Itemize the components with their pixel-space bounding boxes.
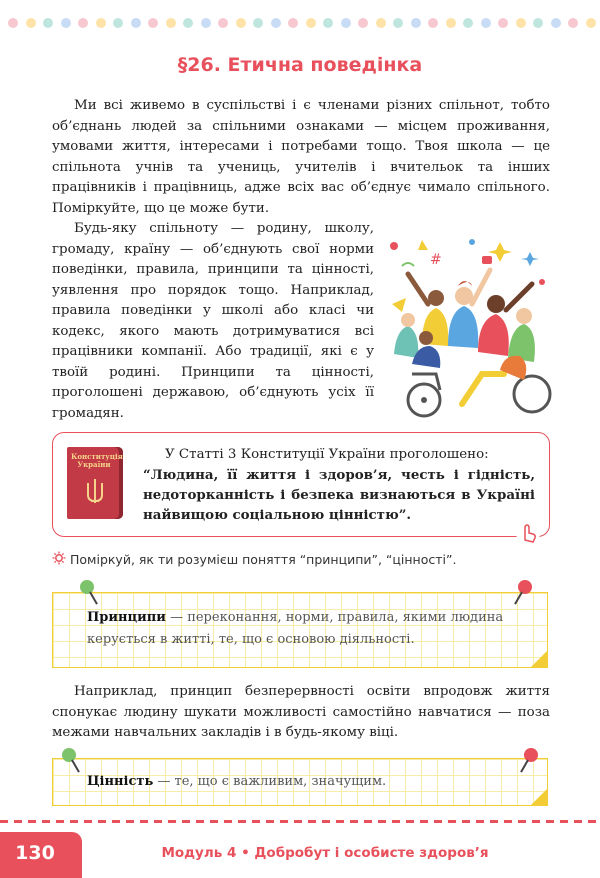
diverse-crowd-illustration — [382, 234, 560, 420]
decorative-dot — [253, 18, 263, 28]
decorative-dot — [183, 18, 193, 28]
decorative-dot — [446, 18, 456, 28]
decorative-dot — [516, 18, 526, 28]
constitution-book-icon — [67, 447, 123, 519]
decorative-dot — [131, 18, 141, 28]
decorative-dot — [288, 18, 298, 28]
green-pin-icon — [62, 748, 76, 762]
decorative-dot — [113, 18, 123, 28]
book-cover-title: Конституція України — [71, 452, 123, 469]
decorative-dot — [201, 18, 211, 28]
trident-icon — [85, 477, 105, 507]
decorative-dot — [393, 18, 403, 28]
community-paragraph — [52, 219, 374, 424]
principles-definition-note — [52, 592, 548, 668]
constitution-quote-box — [52, 432, 550, 537]
community-text: Будь-яку спільноту — родину, школу, громаду, країну — об’єднують свої норми поведінки, правила, принципи та цінності, уявлення про порядок тощо. Наприклад, правила поведінки у школі або класі чи кодекс, якого мають дотримуватися всі працівники компанії. Або традиції, які є у твоїй родині. Принципи та цінності, проголошені державою, об’єднують усіх її громадян. — [52, 221, 374, 421]
page-number: 130 — [15, 842, 55, 864]
decorative-dot-row — [8, 18, 592, 30]
pointing-hand-icon — [515, 520, 541, 546]
decorative-dot — [43, 18, 53, 28]
svg-text:#: # — [430, 252, 442, 268]
decorative-dot — [358, 18, 368, 28]
footer-divider — [0, 820, 600, 823]
page-title: §26. Етична поведінка — [177, 54, 423, 76]
constitution-quote: “Людина, її життя і здоров’я, честь і гідність, недоторканність і безпека визнаються в Україні найвищою соціальною цінністю”. — [143, 467, 535, 523]
decorative-dot — [8, 18, 18, 28]
decorative-dot — [428, 18, 438, 28]
green-pin-icon — [80, 580, 94, 594]
principles-definition-text: — переконання, норми, правила, якими людина керується в житті, те, що є основою діяльності. — [87, 610, 504, 647]
value-term: Цінність — [87, 774, 154, 789]
decorative-dot — [166, 18, 176, 28]
note-corner-fold — [530, 650, 548, 668]
reflection-text: Поміркуй, як ти розумієш поняття “принципи”, “цінності”. — [70, 552, 457, 567]
value-definition-text: — те, що є важливим, значущим. — [153, 774, 387, 789]
reflection-prompt — [70, 552, 560, 567]
principles-definition — [87, 607, 527, 651]
decorative-dot — [481, 18, 491, 28]
decorative-dot — [498, 18, 508, 28]
decorative-dot — [148, 18, 158, 28]
decorative-dot — [271, 18, 281, 28]
decorative-dot — [341, 18, 351, 28]
people-group — [394, 270, 535, 368]
decorative-dot — [551, 18, 561, 28]
note-corner-fold — [530, 788, 548, 806]
example-text: Наприклад, принцип безперервності освіти впродовж життя спонукає людину шукати можливості самостійно навчатися — поза межами навчальних закладів і в будь-якому віці. — [52, 684, 550, 740]
decorative-dot — [78, 18, 88, 28]
decorative-dot — [306, 18, 316, 28]
decorative-dot — [61, 18, 71, 28]
intro-text: Ми всі живемо в суспільстві і є членами різних спільнот, тобто об’єднань людей за спільними ознаками — місцем проживання, умовами життя, інтересами і потребами тощо. Твоя школа — це спільнота учнів та учениць, учителів і вчительок та інших працівників і працівниць, адже всіх вас об’єднує чимало спільного. Поміркуйте, що це може бути. — [52, 98, 550, 216]
decorative-dot — [568, 18, 578, 28]
decorative-dot — [323, 18, 333, 28]
constitution-text — [143, 445, 535, 525]
decorative-dot — [586, 18, 596, 28]
example-paragraph — [52, 682, 550, 744]
module-title: Модуль 4 • Добробут і особисте здоров’я — [161, 845, 489, 861]
decorative-dot — [376, 18, 386, 28]
value-definition-note — [52, 758, 548, 806]
decorative-dot — [236, 18, 246, 28]
decorative-dot — [463, 18, 473, 28]
decorative-dot — [26, 18, 36, 28]
principles-term: Принципи — [87, 610, 166, 625]
decorative-dot — [411, 18, 421, 28]
decorative-dot — [218, 18, 228, 28]
value-definition — [87, 771, 527, 793]
intro-paragraph — [52, 96, 550, 219]
decorative-dot — [96, 18, 106, 28]
lightbulb-icon — [52, 551, 66, 565]
constitution-lead: У Статті 3 Конституції України проголошено: — [165, 447, 489, 462]
decorative-dot — [533, 18, 543, 28]
